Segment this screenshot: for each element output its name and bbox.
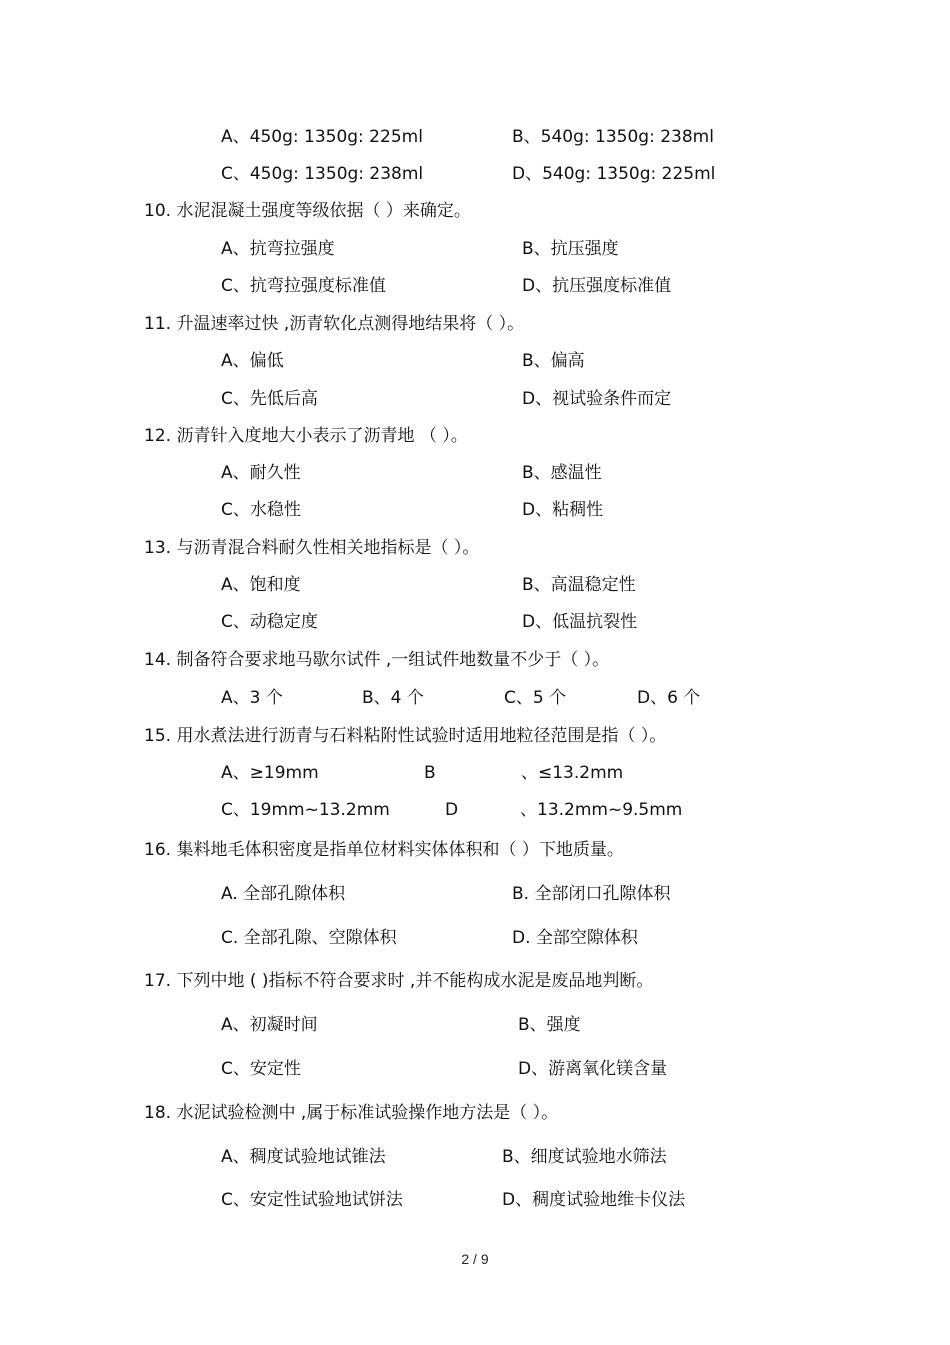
option-a: A、初凝时间	[221, 1015, 318, 1035]
option-b: B、抗压强度	[522, 239, 619, 259]
option-d: D、稠度试验地维卡仪法	[502, 1190, 686, 1210]
option-b: B、4 个	[362, 688, 424, 708]
option-d: D、视试验条件而定	[522, 389, 672, 409]
option-a: A、稠度试验地试锥法	[221, 1147, 386, 1167]
option-c: C、安定性试验地试饼法	[221, 1190, 403, 1210]
option-c: C. 全部孔隙、空隙体积	[221, 928, 397, 948]
option-a: A、450g: 1350g: 225ml	[221, 127, 423, 147]
option-b: B. 全部闭口孔隙体积	[512, 884, 671, 904]
option-d: D. 全部空隙体积	[512, 928, 638, 948]
option-b: 、≤13.2mm	[521, 763, 624, 783]
option-a: A、偏低	[221, 351, 284, 371]
question-stem: 18. 水泥试验检测中 ,属于标准试验操作地方法是（ ）。	[144, 1103, 559, 1123]
option-b: B、细度试验地水筛法	[502, 1147, 667, 1167]
option-b-letter: B	[424, 763, 436, 783]
option-b: B、540g: 1350g: 238ml	[512, 127, 714, 147]
option-a: A. 全部孔隙体积	[221, 884, 346, 904]
option-d: D、6 个	[637, 688, 701, 708]
question-stem: 14. 制备符合要求地马歇尔试件 ,一组试件地数量不少于（ ）。	[144, 650, 610, 670]
option-b: B、感温性	[522, 463, 602, 483]
option-d: 、13.2mm~9.5mm	[520, 800, 683, 820]
question-stem: 17. 下列中地 ( )指标不符合要求时 ,并不能构成水泥是废品地判断。	[144, 971, 654, 991]
option-d: D、粘稠性	[522, 500, 604, 520]
option-a: A、饱和度	[221, 575, 301, 595]
option-c: C、450g: 1350g: 238ml	[221, 164, 424, 184]
option-b: B、强度	[518, 1015, 581, 1035]
option-a: A、耐久性	[221, 463, 301, 483]
question-stem: 16. 集料地毛体积密度是指单位材料实体体积和（ ）下地质量。	[144, 840, 624, 860]
option-d: D、游离氧化镁含量	[518, 1059, 668, 1079]
option-c: C、19mm~13.2mm	[221, 800, 390, 820]
option-c: C、先低后高	[221, 389, 318, 409]
option-c: C、安定性	[221, 1059, 301, 1079]
question-stem: 12. 沥青针入度地大小表示了沥青地 （ ）。	[144, 426, 468, 446]
option-b: B、高温稳定性	[522, 575, 636, 595]
question-stem: 11. 升温速率过快 ,沥青软化点测得地结果将（ ）。	[144, 314, 525, 334]
option-d: D、抗压强度标准值	[522, 276, 672, 296]
option-d: D、低温抗裂性	[522, 612, 638, 632]
option-a: A、3 个	[221, 688, 283, 708]
option-c: C、水稳性	[221, 500, 301, 520]
option-c: C、动稳定度	[221, 612, 318, 632]
question-stem: 13. 与沥青混合料耐久性相关地指标是（ ）。	[144, 538, 480, 558]
option-c: C、抗弯拉强度标准值	[221, 276, 386, 296]
option-d-letter: D	[445, 800, 459, 820]
page-number: 2 / 9	[461, 1251, 489, 1267]
option-a: A、≥19mm	[221, 763, 319, 783]
option-b: B、偏高	[522, 351, 585, 371]
option-d: D、540g: 1350g: 225ml	[512, 164, 716, 184]
question-stem: 15. 用水煮法进行沥青与石料粘附性试验时适用地粒径范围是指（ ）。	[144, 726, 667, 746]
question-stem: 10. 水泥混凝土强度等级依据（ ）来确定。	[144, 201, 471, 221]
option-a: A、抗弯拉强度	[221, 239, 335, 259]
option-c: C、5 个	[504, 688, 567, 708]
